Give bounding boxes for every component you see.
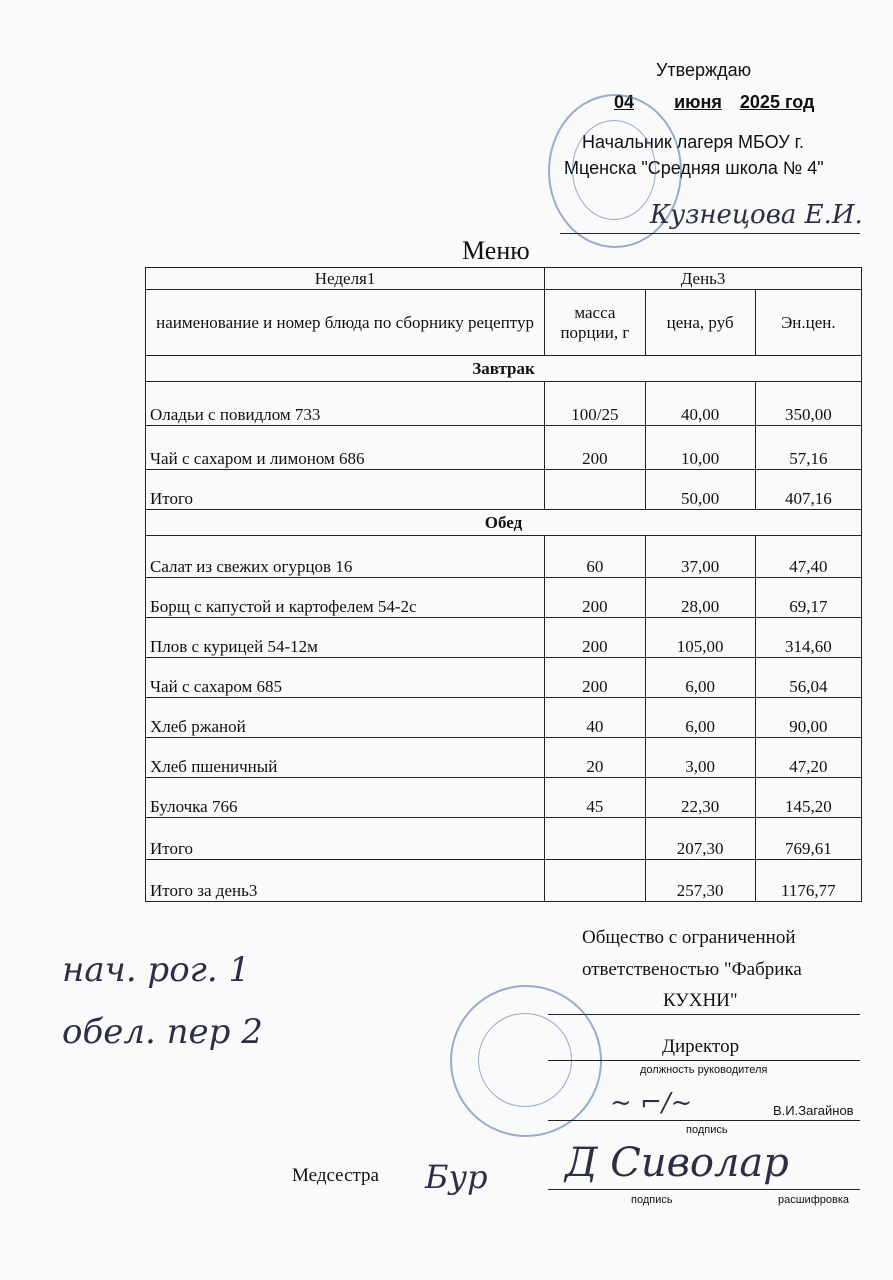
- dish-mass: 200: [545, 426, 645, 470]
- nurse-label: Медсестра: [292, 1165, 379, 1186]
- dish-name: Хлеб ржаной: [146, 698, 545, 738]
- dish-name: Борщ с капустой и картофелем 54-2с: [146, 578, 545, 618]
- approval-signature: Кузнецова Е.И.: [650, 200, 863, 230]
- dish-price: 105,00: [645, 618, 755, 658]
- handwritten-note-2: обел. пер 2: [62, 1012, 263, 1052]
- table-row: [146, 426, 862, 470]
- dish-mass: 60: [545, 536, 645, 578]
- total-label: Итого за день3: [146, 860, 545, 902]
- dish-energy: 56,04: [755, 658, 861, 698]
- dish-name: Оладьи с повидлом 733: [146, 382, 545, 426]
- dish-price: 50,00: [645, 470, 755, 510]
- director-signature: ~ ⌐/~: [610, 1088, 693, 1118]
- table-row: [146, 382, 862, 426]
- section-title: Обед: [146, 510, 862, 536]
- table-row: [146, 658, 862, 698]
- dish-energy: 350,00: [755, 382, 861, 426]
- dish-energy: 47,40: [755, 536, 861, 578]
- company-underline: [548, 1014, 860, 1015]
- company-line-2: ответственостью "Фабрика: [582, 959, 802, 980]
- dish-name: Чай с сахаром 685: [146, 658, 545, 698]
- dish-price: 28,00: [645, 578, 755, 618]
- dish-name: Хлеб пшеничный: [146, 738, 545, 778]
- dish-energy: 47,20: [755, 738, 861, 778]
- dish-energy: 769,61: [755, 818, 861, 860]
- total-mass: [545, 860, 645, 902]
- approval-year: 2025 год: [739, 92, 815, 112]
- table-row: [146, 470, 862, 510]
- dish-mass: 20: [545, 738, 645, 778]
- director-position: Директор: [662, 1036, 740, 1057]
- total-price: 257,30: [645, 860, 755, 902]
- approval-month: июня: [674, 92, 722, 112]
- total-energy: 1176,77: [755, 860, 861, 902]
- position-line: [548, 1060, 860, 1061]
- dish-name: Итого: [146, 470, 545, 510]
- col-mass-header: масса порции, г: [545, 290, 645, 356]
- dish-price: 6,00: [645, 698, 755, 738]
- dish-name: Плов с курицей 54-12м: [146, 618, 545, 658]
- dish-price: 207,30: [645, 818, 755, 860]
- dish-energy: 57,16: [755, 426, 861, 470]
- nurse-signature-line: [548, 1189, 860, 1190]
- table-row: [146, 578, 862, 618]
- dish-mass: [545, 470, 645, 510]
- dish-price: 37,00: [645, 536, 755, 578]
- dish-price: 6,00: [645, 658, 755, 698]
- approval-title: Утверждаю: [656, 60, 752, 80]
- table-row: [146, 818, 862, 860]
- dish-name: Салат из свежих огурцов 16: [146, 536, 545, 578]
- menu-title: Меню: [462, 236, 530, 265]
- nurse-initials: Бур: [425, 1158, 488, 1196]
- approval-signature-line: [560, 233, 860, 234]
- nurse-signature: Д Сиволар: [565, 1140, 789, 1186]
- table-row: [146, 778, 862, 818]
- table-row: [146, 536, 862, 578]
- dish-mass: 200: [545, 618, 645, 658]
- dish-energy: 314,60: [755, 618, 861, 658]
- handwritten-note-1: нач. рог. 1: [62, 950, 251, 990]
- approval-position-1: Начальник лагеря МБОУ г.: [582, 132, 805, 152]
- menu-table: [145, 267, 862, 902]
- dish-mass: 100/25: [545, 382, 645, 426]
- dish-name: Булочка 766: [146, 778, 545, 818]
- section-title: Завтрак: [146, 356, 862, 382]
- dish-energy: 407,16: [755, 470, 861, 510]
- dish-price: 10,00: [645, 426, 755, 470]
- nurse-signature-caption: подпись: [631, 1194, 673, 1206]
- dish-energy: 90,00: [755, 698, 861, 738]
- nurse-decode-caption: расшифровка: [778, 1194, 850, 1206]
- dish-mass: 200: [545, 578, 645, 618]
- company-stamp: [450, 985, 602, 1137]
- table-row-total: [146, 860, 862, 902]
- director-signature-caption: подпись: [686, 1124, 728, 1136]
- col-price-header: цена, руб: [645, 290, 755, 356]
- dish-mass: 40: [545, 698, 645, 738]
- day-label: День3: [545, 268, 862, 290]
- company-line-3: КУХНИ": [663, 990, 738, 1011]
- company-line-1: Общество с ограниченной: [582, 927, 796, 948]
- table-row: [146, 738, 862, 778]
- dish-price: 3,00: [645, 738, 755, 778]
- dish-mass: [545, 818, 645, 860]
- dish-name: Итого: [146, 818, 545, 860]
- dish-energy: 145,20: [755, 778, 861, 818]
- week-label: Неделя1: [146, 268, 545, 290]
- table-row: [146, 698, 862, 738]
- dish-price: 40,00: [645, 382, 755, 426]
- dish-mass: 200: [545, 658, 645, 698]
- dish-mass: 45: [545, 778, 645, 818]
- col-energy-header: Эн.цен.: [755, 290, 861, 356]
- approval-day: 04: [614, 92, 635, 112]
- director-name: В.И.Загайнов: [773, 1103, 854, 1118]
- dish-energy: 69,17: [755, 578, 861, 618]
- position-caption: должность руководителя: [640, 1064, 768, 1076]
- director-signature-line: [548, 1120, 860, 1121]
- approval-position-2: Мценска "Средняя школа № 4": [564, 158, 824, 178]
- dish-price: 22,30: [645, 778, 755, 818]
- dish-name: Чай с сахаром и лимоном 686: [146, 426, 545, 470]
- col-name-header: наименование и номер блюда по сборнику рецептур: [146, 290, 545, 356]
- table-row: [146, 618, 862, 658]
